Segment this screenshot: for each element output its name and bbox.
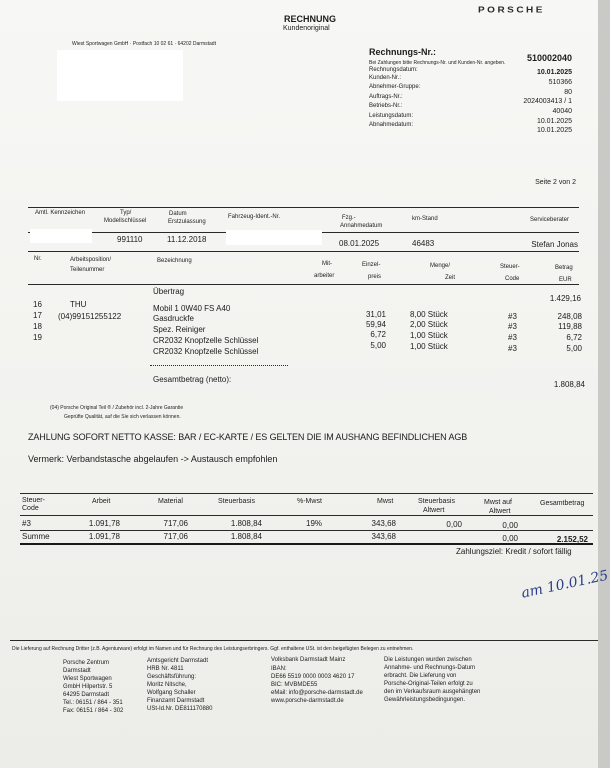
invoice-value: 10.01.2025	[536, 118, 572, 125]
page-indicator: Seite 2 von 2	[535, 179, 576, 186]
item-tax-code: #3	[508, 333, 517, 342]
invoice-value: 10.01.2025	[536, 127, 572, 134]
col-header-bezeichnung: Bezeichnung	[157, 258, 192, 264]
item-quantity: 2,00 Stück	[410, 320, 448, 329]
col-header-preis: preis	[368, 274, 382, 280]
col-header-modell: Modellschlüssel	[104, 218, 147, 224]
remark: Vermerk: Verbandstasche abgelaufen -> Austausch empfohlen	[28, 454, 278, 464]
footer-email: eMail: info@porsche-darmstadt.de	[271, 690, 363, 696]
tax-col-mwst: Mwst	[377, 498, 394, 505]
invoice-value: 80	[564, 89, 572, 96]
col-header-arbeiter: arbeiter	[314, 273, 335, 279]
divider	[28, 207, 579, 208]
sender-address-line: Wiest Sportwagen GmbH · Postfach 10 02 61 · 64202 Darmstadt	[72, 41, 216, 47]
redacted-license-plate	[30, 229, 92, 243]
item-unit-price: 31,01	[365, 310, 386, 319]
item-nr: 16	[33, 300, 42, 309]
payment-terms: ZAHLUNG SOFORT NETTO KASSE: BAR / EC-KARTE / ES GELTEN DIE IM AUSHANG BEFINDLICHEN AGB	[28, 432, 468, 442]
invoice-label: Leistungsdatum:	[369, 113, 414, 119]
vehicle-model: 991110	[117, 235, 143, 244]
tax-col-steuerbasis-altwert: Steuerbasis	[418, 498, 455, 505]
footer-line: Porsche Zentrum	[63, 660, 110, 666]
vehicle-acceptance-date: 08.01.2025	[339, 239, 380, 248]
redacted-recipient-address	[57, 50, 183, 101]
divider	[28, 284, 579, 285]
handwritten-signature: am 10.01.25	[520, 567, 610, 602]
footer-line: Darmstadt	[63, 668, 91, 674]
footer-line: Wiest Sportwagen	[63, 676, 112, 682]
invoice-value: 40040	[552, 108, 572, 115]
tax-mwst-altwert: 0,00	[502, 534, 518, 543]
col-header-typ: Typ/	[120, 210, 132, 216]
footer-website: www.porsche-darmstadt.de	[271, 698, 344, 704]
footer-line: Fax: 06151 / 864 - 302	[63, 708, 124, 714]
item-description: CR2032 Knopfzelle Schlüssel	[153, 336, 259, 345]
col-header-km: km-Stand	[412, 216, 438, 222]
item-description: Gasdruckfe	[153, 314, 194, 323]
footer-disclaimer: Die Lieferung auf Rechnung Dritter (z.B. Agenturware) erfolgt im Namen und für Rechnung des Leistungserbringers. Ggf. enthaltene USt. ist den beigefügten Belegen zu entnehmen.	[12, 646, 414, 652]
tax-arbeit: 1.091,78	[88, 519, 120, 528]
footer-line: Porsche-Original-Teilen erfolgt zu	[384, 681, 473, 687]
item-quantity: 1,00 Stück	[410, 331, 448, 340]
document-title: RECHNUNG	[284, 14, 337, 24]
invoice-value: 2024003413 / 1	[523, 98, 572, 105]
footer-line: Wolfgang Schaller	[147, 690, 196, 696]
tax-code: Summe	[22, 532, 50, 541]
col-header-ident: Fahrzeug-Ident.-Nr.	[228, 214, 281, 220]
item-nr: 17	[33, 311, 42, 320]
redacted-vin	[226, 230, 322, 245]
item-unit-price: 59,94	[365, 320, 386, 329]
footer-line: Annahme- und Rechnungs-Datum	[384, 665, 476, 671]
divider	[20, 493, 593, 494]
item-tax-code: #3	[508, 344, 517, 353]
footer-line: Finanzamt Darmstadt	[147, 698, 205, 704]
invoice-note: Bei Zahlungen bitte Rechnungs-Nr. und Kunden-Nr. angeben.	[369, 60, 506, 66]
footer-line: Volksbank Darmstadt Mainz	[271, 657, 346, 663]
document-subtitle: Kundenoriginal	[283, 25, 330, 32]
tax-material: 717,06	[163, 519, 188, 528]
col-header-fzg: Fzg.-	[342, 215, 356, 221]
item-amount: 5,00	[566, 344, 582, 353]
item-quantity: 8,00 Stück	[410, 310, 448, 319]
uebertrag-value: 1.429,16	[549, 294, 581, 303]
col-header-berater: Serviceberater	[530, 217, 570, 223]
col-header-code: Code	[505, 276, 520, 282]
tax-col-gesamt: Gesamtbetrag	[540, 500, 585, 507]
footnote-original-parts: (04) Porsche Original Teil ® / Zubehör incl. 2-Jahre Garantie	[50, 405, 184, 411]
tax-col-mwst-auf: Mwst auf	[484, 499, 513, 506]
item-nr: 19	[33, 333, 42, 342]
divider	[20, 543, 593, 545]
footer-line: IBAN:	[271, 666, 287, 672]
item-unit-price: 5,00	[370, 341, 386, 350]
col-header-steuer: Steuer-	[500, 264, 520, 270]
tax-steuerbasis: 1.808,84	[230, 519, 262, 528]
item-position: THU	[70, 300, 87, 309]
col-header-betrag: Betrag	[555, 265, 573, 271]
footer-line: GmbH Hilpertstr. 5	[63, 684, 113, 690]
invoice-label: Rechnungsdatum:	[369, 67, 418, 73]
tax-gesamtbetrag: 2.152,52	[556, 535, 588, 544]
item-amount: 6,72	[566, 333, 582, 342]
footer-line: Die Leistungen wurden zwischen	[384, 657, 472, 663]
gesamtbetrag-label: Gesamtbetrag (netto):	[153, 375, 232, 384]
tax-col-altwert: Altwert	[423, 507, 445, 514]
col-header-nr: Nr.	[34, 256, 42, 262]
item-description: CR2032 Knopfzelle Schlüssel	[153, 347, 259, 356]
col-header-mit: Mit-	[322, 261, 332, 267]
footer-line: Gewährleistungsbedingungen.	[384, 697, 466, 703]
divider	[28, 251, 579, 252]
uebertrag-label: Übertrag	[153, 287, 185, 296]
invoice-label: Betriebs-Nr.:	[369, 103, 403, 109]
tax-col-code: Code	[22, 505, 39, 512]
item-position: (04)99151255122	[58, 312, 122, 321]
footer-line: Amtsgericht Darmstadt	[147, 658, 209, 664]
invoice-label: Auftrags-Nr.:	[369, 94, 403, 100]
tax-col-steuerbasis: Steuerbasis	[218, 498, 255, 505]
footer-line: HRB Nr. 4811	[147, 666, 184, 672]
invoice-label: Kunden-Nr.:	[369, 75, 402, 81]
item-amount: 248,08	[557, 312, 582, 321]
tax-col-mwst-pct: %-Mwst	[297, 498, 322, 505]
divider	[10, 640, 598, 641]
divider	[20, 515, 593, 516]
col-header-kennzeichen: Amtl. Kennzeichen	[35, 210, 86, 216]
tax-arbeit: 1.091,78	[88, 532, 120, 541]
tax-basis-altwert: 0,00	[446, 520, 462, 529]
col-header-arbeitsposition: Arbeitsposition/	[70, 257, 112, 263]
footer-line: BIC: MVBMDE55	[271, 682, 318, 688]
col-header-eur: EUR	[559, 277, 572, 283]
invoice-value: 510366	[548, 79, 572, 86]
tax-col-steuer: Steuer-	[22, 497, 45, 504]
footer-line: den im Verkaufsraum ausgehängten	[384, 689, 481, 695]
col-header-zeit: Zeit	[445, 275, 456, 281]
item-nr: 18	[33, 322, 42, 331]
invoice-value: 10.01.2025	[536, 69, 572, 76]
tax-material: 717,06	[163, 532, 188, 541]
item-description: Spez. Reiniger	[153, 325, 206, 334]
tax-steuerbasis: 1.808,84	[230, 532, 262, 541]
footer-line: Tel.: 06151 / 864 - 351	[63, 700, 123, 706]
tax-col-material: Material	[158, 498, 183, 505]
col-header-erstzulassung: Erstzulassung	[168, 219, 206, 225]
tax-pct: 19%	[306, 519, 323, 528]
footer-line: DE66 5519 0000 0003 4620 17	[271, 674, 355, 680]
item-quantity: 1,00 Stück	[410, 342, 448, 351]
footer-line: Geschäftsführung:	[147, 674, 197, 680]
col-header-annahme: Annahmedatum	[340, 223, 383, 229]
divider	[150, 365, 288, 366]
gesamtbetrag-value: 1.808,84	[553, 380, 585, 389]
footnote-quality: Geprüfte Qualität, auf die Sie sich verlassen können.	[64, 414, 181, 420]
vehicle-mileage: 46483	[412, 239, 435, 248]
vehicle-first-registration: 11.12.2018	[167, 235, 207, 244]
invoice-number-label: Rechnungs-Nr.:	[369, 47, 437, 57]
item-amount: 119,88	[558, 322, 582, 331]
invoice-number-value: 510002040	[526, 53, 572, 63]
invoice-label: Abnehmer-Gruppe:	[369, 84, 421, 90]
payment-due: Zahlungsziel: Kredit / sofort fällig	[456, 547, 572, 556]
tax-col-altwert2: Altwert	[489, 508, 511, 515]
item-unit-price: 6,72	[370, 330, 386, 339]
tax-code: #3	[22, 519, 31, 528]
invoice-label: Abnahmedatum:	[369, 122, 414, 128]
col-header-teilenummer: Teilenummer	[70, 267, 105, 273]
col-header-datum: Datum	[169, 211, 187, 217]
item-tax-code: #3	[508, 322, 517, 331]
col-header-einzel: Einzel-	[362, 262, 381, 268]
tax-mwst: 343,68	[371, 532, 396, 541]
divider	[20, 530, 593, 531]
footer-line: Moritz Nitsche,	[147, 682, 187, 688]
footer-line: USt-Id.Nr. DE811170880	[147, 706, 213, 712]
service-advisor: Stefan Jonas	[531, 240, 578, 249]
porsche-logo: PORSCHE	[478, 6, 545, 15]
item-tax-code: #3	[508, 312, 517, 321]
col-header-menge: Menge/	[430, 263, 451, 269]
tax-mwst: 343,68	[371, 519, 396, 528]
item-description: Mobil 1 0W40 FS A40	[153, 304, 231, 313]
footer-line: 64295 Darmstadt	[63, 692, 110, 698]
tax-mwst-altwert: 0,00	[502, 521, 518, 530]
tax-col-arbeit: Arbeit	[92, 498, 111, 505]
footer-line: erbracht. Die Lieferung von	[384, 673, 457, 679]
